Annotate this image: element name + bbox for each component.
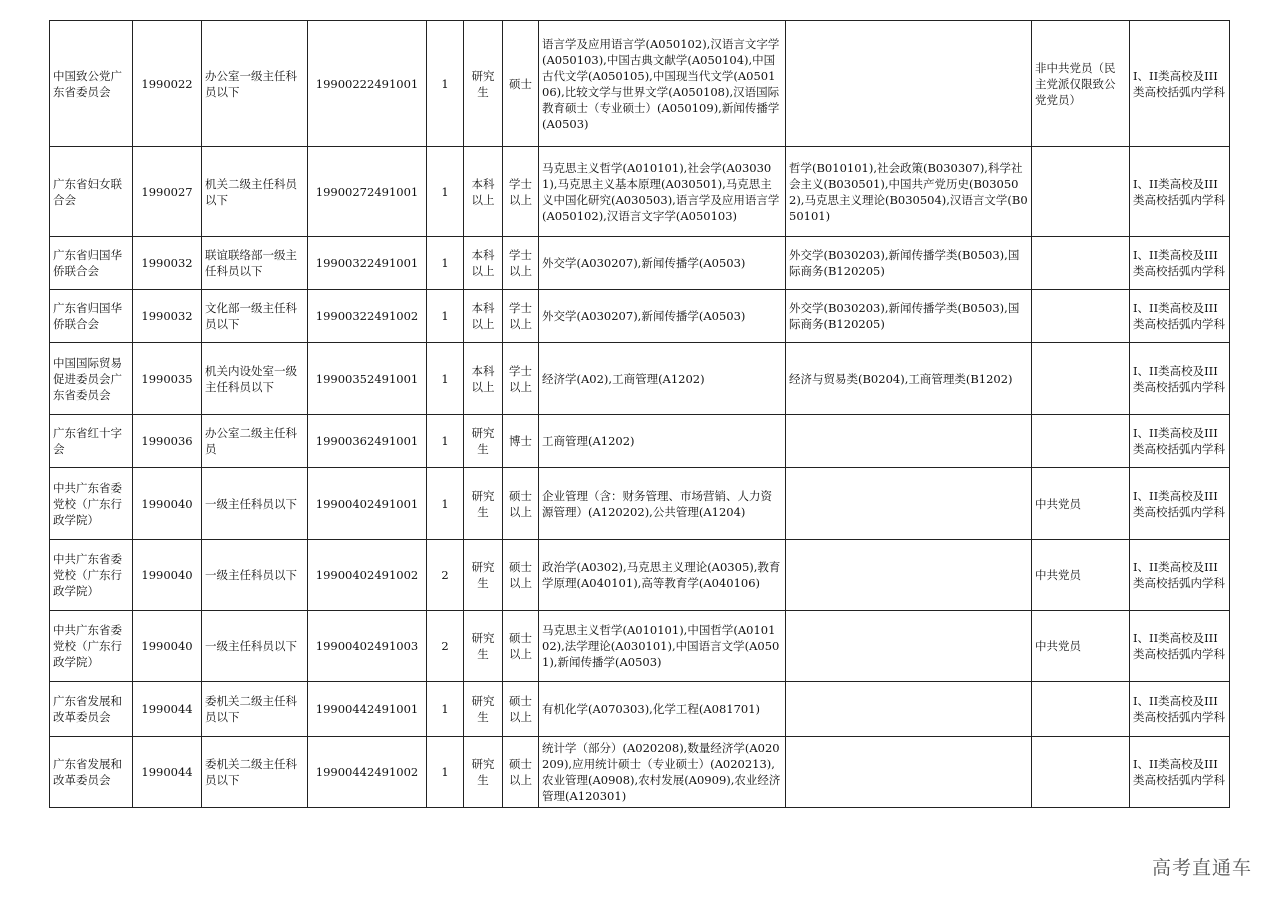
education-cell: 研究生 bbox=[464, 21, 503, 147]
unit-cell: 广东省发展和改革委员会 bbox=[50, 682, 133, 737]
other-requirement-cell bbox=[1032, 737, 1130, 808]
table-body bbox=[50, 21, 1230, 808]
count-cell: 1 bbox=[427, 290, 464, 343]
other-requirement-cell bbox=[1032, 237, 1130, 290]
education-cell: 研究生 bbox=[464, 415, 503, 468]
other-requirement-cell bbox=[1032, 147, 1130, 237]
degree-cell: 硕士以上 bbox=[503, 611, 539, 682]
degree-cell: 硕士以上 bbox=[503, 468, 539, 540]
unit-cell: 广东省妇女联合会 bbox=[50, 147, 133, 237]
education-cell: 研究生 bbox=[464, 682, 503, 737]
education-cell: 研究生 bbox=[464, 737, 503, 808]
scope-cell: I、II类高校及III类高校括弧内学科 bbox=[1130, 237, 1230, 290]
unit-code-cell: 1990022 bbox=[133, 21, 202, 147]
other-requirement-cell: 中共党员 bbox=[1032, 468, 1130, 540]
table-row bbox=[50, 343, 1230, 415]
count-cell: 1 bbox=[427, 21, 464, 147]
ug-major-cell: 外交学(B030203),新闻传播学类(B0503),国际商务(B120205) bbox=[786, 237, 1032, 290]
unit-code-cell: 1990040 bbox=[133, 468, 202, 540]
degree-cell: 硕士以上 bbox=[503, 540, 539, 611]
other-requirement-cell: 中共党员 bbox=[1032, 540, 1130, 611]
ug-major-cell bbox=[786, 682, 1032, 737]
position-code-cell: 19900322491002 bbox=[308, 290, 427, 343]
table-row bbox=[50, 540, 1230, 611]
position-code-cell: 19900442491001 bbox=[308, 682, 427, 737]
grad-major-cell: 马克思主义哲学(A010101),中国哲学(A010102),法学理论(A030101),中国语言文学(A0501),新闻传播学(A0503) bbox=[539, 611, 786, 682]
position-code-cell: 19900322491001 bbox=[308, 237, 427, 290]
position-code-cell: 19900352491001 bbox=[308, 343, 427, 415]
unit-cell: 广东省发展和改革委员会 bbox=[50, 737, 133, 808]
scope-cell: I、II类高校及III类高校括弧内学科 bbox=[1130, 682, 1230, 737]
education-cell: 研究生 bbox=[464, 540, 503, 611]
degree-cell: 学士以上 bbox=[503, 237, 539, 290]
grad-major-cell: 工商管理(A1202) bbox=[539, 415, 786, 468]
unit-code-cell: 1990036 bbox=[133, 415, 202, 468]
grad-major-cell: 政治学(A0302),马克思主义理论(A0305),教育学原理(A040101),高等教育学(A040106) bbox=[539, 540, 786, 611]
position-cell: 联谊联络部一级主任科员以下 bbox=[202, 237, 308, 290]
unit-cell: 中国国际贸易促进委员会广东省委员会 bbox=[50, 343, 133, 415]
position-cell: 一级主任科员以下 bbox=[202, 468, 308, 540]
count-cell: 1 bbox=[427, 147, 464, 237]
ug-major-cell bbox=[786, 468, 1032, 540]
unit-code-cell: 1990044 bbox=[133, 682, 202, 737]
position-cell: 机关二级主任科员以下 bbox=[202, 147, 308, 237]
scope-cell: I、II类高校及III类高校括弧内学科 bbox=[1130, 737, 1230, 808]
unit-code-cell: 1990044 bbox=[133, 737, 202, 808]
count-cell: 1 bbox=[427, 682, 464, 737]
degree-cell: 博士 bbox=[503, 415, 539, 468]
count-cell: 1 bbox=[427, 343, 464, 415]
grad-major-cell: 马克思主义哲学(A010101),社会学(A030301),马克思主义基本原理(A030501),马克思主义中国化研究(A030503),语言学及应用语言学(A050102),汉语言文字学(A050103) bbox=[539, 147, 786, 237]
scope-cell: I、II类高校及III类高校括弧内学科 bbox=[1130, 343, 1230, 415]
table-row bbox=[50, 611, 1230, 682]
unit-code-cell: 1990027 bbox=[133, 147, 202, 237]
education-cell: 本科以上 bbox=[464, 237, 503, 290]
scope-cell: I、II类高校及III类高校括弧内学科 bbox=[1130, 415, 1230, 468]
count-cell: 1 bbox=[427, 737, 464, 808]
ug-major-cell bbox=[786, 21, 1032, 147]
count-cell: 2 bbox=[427, 611, 464, 682]
table-row bbox=[50, 737, 1230, 808]
unit-cell: 广东省红十字会 bbox=[50, 415, 133, 468]
scope-cell: I、II类高校及III类高校括弧内学科 bbox=[1130, 290, 1230, 343]
unit-cell: 广东省归国华侨联合会 bbox=[50, 290, 133, 343]
position-cell: 一级主任科员以下 bbox=[202, 611, 308, 682]
degree-cell: 硕士以上 bbox=[503, 737, 539, 808]
position-cell: 一级主任科员以下 bbox=[202, 540, 308, 611]
unit-code-cell: 1990032 bbox=[133, 237, 202, 290]
ug-major-cell bbox=[786, 415, 1032, 468]
other-requirement-cell bbox=[1032, 415, 1130, 468]
job-table bbox=[49, 20, 1230, 808]
position-cell: 委机关二级主任科员以下 bbox=[202, 682, 308, 737]
position-cell: 办公室一级主任科员以下 bbox=[202, 21, 308, 147]
other-requirement-cell bbox=[1032, 290, 1130, 343]
grad-major-cell: 企业管理（含：财务管理、市场营销、人力资源管理）(A120202),公共管理(A1204) bbox=[539, 468, 786, 540]
grad-major-cell: 外交学(A030207),新闻传播学(A0503) bbox=[539, 237, 786, 290]
table-row bbox=[50, 468, 1230, 540]
position-cell: 文化部一级主任科员以下 bbox=[202, 290, 308, 343]
position-code-cell: 19900402491003 bbox=[308, 611, 427, 682]
ug-major-cell: 外交学(B030203),新闻传播学类(B0503),国际商务(B120205) bbox=[786, 290, 1032, 343]
watermark: 高考直通车 bbox=[1151, 857, 1252, 879]
other-requirement-cell: 非中共党员（民主党派仅限致公党党员） bbox=[1032, 21, 1130, 147]
degree-cell: 硕士 bbox=[503, 21, 539, 147]
education-cell: 本科以上 bbox=[464, 147, 503, 237]
degree-cell: 学士以上 bbox=[503, 147, 539, 237]
degree-cell: 学士以上 bbox=[503, 343, 539, 415]
unit-cell: 中共广东省委党校（广东行政学院） bbox=[50, 611, 133, 682]
education-cell: 研究生 bbox=[464, 611, 503, 682]
grad-major-cell: 统计学（部分）(A020208),数量经济学(A020209),应用统计硕士（专业硕士）(A020213),农业管理(A0908),农村发展(A0909),农业经济管理(A120301) bbox=[539, 737, 786, 808]
count-cell: 1 bbox=[427, 415, 464, 468]
count-cell: 1 bbox=[427, 237, 464, 290]
unit-code-cell: 1990035 bbox=[133, 343, 202, 415]
count-cell: 2 bbox=[427, 540, 464, 611]
grad-major-cell: 语言学及应用语言学(A050102),汉语言文字学(A050103),中国古典文献学(A050104),中国古代文学(A050105),中国现当代文学(A050106),比较文学与世界文学(A050108),汉语国际教育硕士（专业硕士）(A050109),新闻传播学(A0503) bbox=[539, 21, 786, 147]
ug-major-cell bbox=[786, 540, 1032, 611]
table-row bbox=[50, 21, 1230, 147]
table-row bbox=[50, 237, 1230, 290]
ug-major-cell bbox=[786, 737, 1032, 808]
position-code-cell: 19900272491001 bbox=[308, 147, 427, 237]
other-requirement-cell: 中共党员 bbox=[1032, 611, 1130, 682]
unit-cell: 中共广东省委党校（广东行政学院） bbox=[50, 540, 133, 611]
unit-code-cell: 1990040 bbox=[133, 540, 202, 611]
table-row bbox=[50, 682, 1230, 737]
degree-cell: 硕士以上 bbox=[503, 682, 539, 737]
scope-cell: I、II类高校及III类高校括弧内学科 bbox=[1130, 540, 1230, 611]
ug-major-cell: 哲学(B010101),社会政策(B030307),科学社会主义(B030501),中国共产党历史(B030502),马克思主义理论(B030504),汉语言文学(B050101) bbox=[786, 147, 1032, 237]
grad-major-cell: 外交学(A030207),新闻传播学(A0503) bbox=[539, 290, 786, 343]
other-requirement-cell bbox=[1032, 682, 1130, 737]
grad-major-cell: 经济学(A02),工商管理(A1202) bbox=[539, 343, 786, 415]
scope-cell: I、II类高校及III类高校括弧内学科 bbox=[1130, 468, 1230, 540]
position-cell: 办公室二级主任科员 bbox=[202, 415, 308, 468]
unit-cell: 广东省归国华侨联合会 bbox=[50, 237, 133, 290]
position-code-cell: 19900222491001 bbox=[308, 21, 427, 147]
position-code-cell: 19900362491001 bbox=[308, 415, 427, 468]
position-cell: 机关内设处室一级主任科员以下 bbox=[202, 343, 308, 415]
table-row bbox=[50, 290, 1230, 343]
education-cell: 本科以上 bbox=[464, 290, 503, 343]
table-row bbox=[50, 147, 1230, 237]
position-code-cell: 19900402491002 bbox=[308, 540, 427, 611]
unit-cell: 中共广东省委党校（广东行政学院） bbox=[50, 468, 133, 540]
unit-cell: 中国致公党广东省委员会 bbox=[50, 21, 133, 147]
ug-major-cell bbox=[786, 611, 1032, 682]
degree-cell: 学士以上 bbox=[503, 290, 539, 343]
position-code-cell: 19900402491001 bbox=[308, 468, 427, 540]
scope-cell: I、II类高校及III类高校括弧内学科 bbox=[1130, 21, 1230, 147]
table-row bbox=[50, 415, 1230, 468]
scope-cell: I、II类高校及III类高校括弧内学科 bbox=[1130, 147, 1230, 237]
other-requirement-cell bbox=[1032, 343, 1130, 415]
education-cell: 本科以上 bbox=[464, 343, 503, 415]
ug-major-cell: 经济与贸易类(B0204),工商管理类(B1202) bbox=[786, 343, 1032, 415]
count-cell: 1 bbox=[427, 468, 464, 540]
unit-code-cell: 1990040 bbox=[133, 611, 202, 682]
position-cell: 委机关二级主任科员以下 bbox=[202, 737, 308, 808]
grad-major-cell: 有机化学(A070303),化学工程(A081701) bbox=[539, 682, 786, 737]
scope-cell: I、II类高校及III类高校括弧内学科 bbox=[1130, 611, 1230, 682]
position-code-cell: 19900442491002 bbox=[308, 737, 427, 808]
unit-code-cell: 1990032 bbox=[133, 290, 202, 343]
education-cell: 研究生 bbox=[464, 468, 503, 540]
